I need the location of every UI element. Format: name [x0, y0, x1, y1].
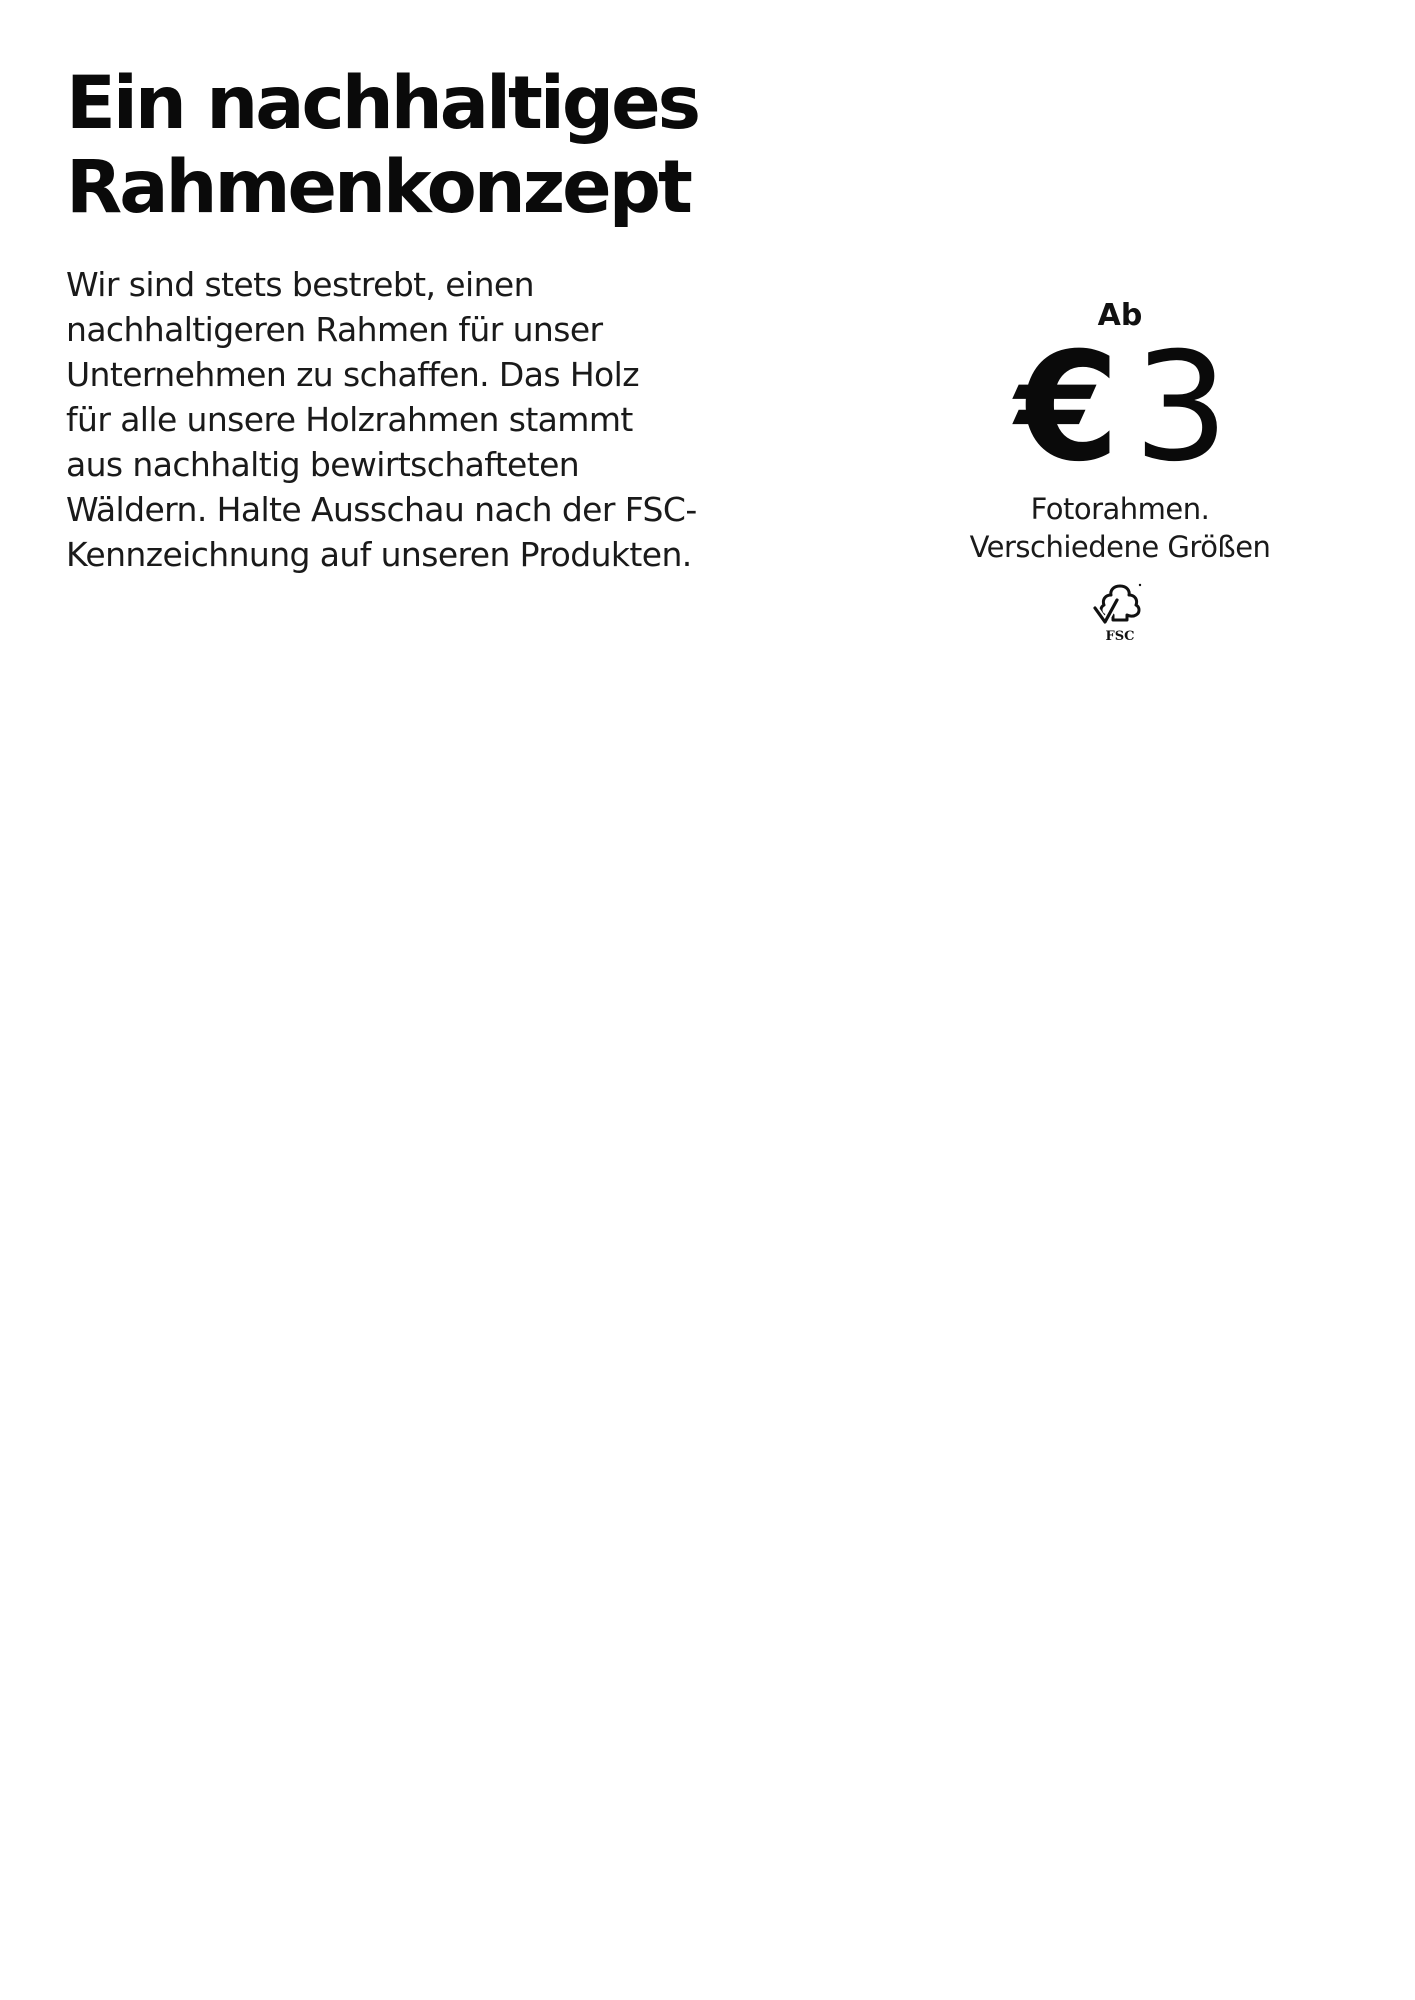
product-description — [920, 490, 1320, 566]
price-amount: 3 — [1133, 321, 1225, 495]
body-line: Unternehmen zu schaffen. Das Holz — [66, 355, 639, 394]
price-block — [920, 298, 1320, 644]
body-paragraph — [66, 262, 786, 577]
body-line: aus nachhaltig bewirtschafteten — [66, 445, 580, 484]
headline — [66, 62, 826, 230]
body-line: Kennzeichnung auf unseren Produkten. — [66, 535, 692, 574]
body-line: Wäldern. Halte Ausschau nach der FSC- — [66, 490, 697, 529]
price — [920, 321, 1320, 495]
price-prefix: Ab — [1097, 298, 1143, 333]
fsc-tree-icon — [1091, 580, 1149, 644]
fsc-logo-text: FSC — [1105, 629, 1135, 644]
body-line: nachhaltigeren Rahmen für unser — [66, 310, 603, 349]
body-line: für alle unsere Holzrahmen stammt — [66, 400, 633, 439]
product-name: Fotorahmen. — [1030, 492, 1210, 526]
headline-line-1: Ein nachhaltiges — [66, 61, 699, 146]
headline-line-2: Rahmenkonzept — [66, 145, 690, 230]
product-variants: Verschiedene Größen — [969, 530, 1271, 564]
price-currency: € — [1015, 321, 1120, 495]
body-line: Wir sind stets bestrebt, einen — [66, 265, 534, 304]
